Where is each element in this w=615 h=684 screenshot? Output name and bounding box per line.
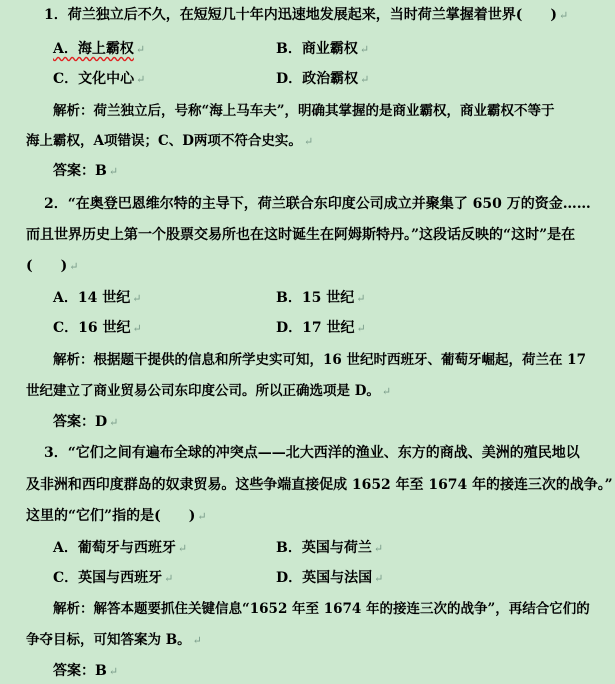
q2-stem-line3: ( ) ↵ — [26, 258, 79, 274]
q3-explanation-line2: 争夺目标，可知答案为 B。 ↵ — [26, 632, 202, 648]
q1-option-a: A．海上霸权 ↵ — [53, 41, 146, 57]
q1-explanation-line1: 解析：荷兰独立后，号称“海上马车夫”，明确其掌握的是商业霸权，商业霸权不等于 — [53, 103, 555, 119]
q3-option-c: C．英国与西班牙 ↵ — [53, 570, 174, 586]
q3-answer: 答案：B ↵ — [53, 663, 119, 679]
q3-option-a: A．葡萄牙与西班牙 ↵ — [53, 540, 188, 556]
q2-option-b: B．15 世纪 ↵ — [276, 290, 366, 306]
q2-option-d: D．17 世纪 ↵ — [276, 320, 366, 336]
q2-option-a: A．14 世纪 ↵ — [53, 290, 142, 306]
q3-stem-line3: 这里的“它们”指的是( ) ↵ — [26, 508, 207, 524]
q1-answer: 答案：B ↵ — [53, 163, 119, 179]
q1-option-c: C．文化中心 ↵ — [53, 71, 146, 87]
q1-option-b: B．商业霸权 ↵ — [276, 41, 370, 57]
q3-stem-line2: 及非洲和西印度群岛的奴隶贸易。这些争端直接促成 1652 年至 1674 年的接连三次的战争。” — [26, 477, 613, 493]
q2-stem-line2: 而且世界历史上第一个股票交易所也在这时诞生在阿姆斯特丹。”这段话反映的“这时”是在 — [26, 227, 576, 243]
q2-explanation-line1: 解析：根据题干提供的信息和所学史实可知，16 世纪时西班牙、葡萄牙崛起，荷兰在 17 — [53, 352, 586, 368]
q2-answer: 答案：D ↵ — [53, 414, 119, 430]
q2-explanation-line2: 世纪建立了商业贸易公司东印度公司。所以正确选项是 D。 ↵ — [26, 383, 392, 399]
q2-stem-line1: 2．“在奥登巴恩维尔特的主导下，荷兰联合东印度公司成立并聚集了 650 万的资金…… — [44, 196, 591, 212]
q3-explanation-line1: 解析：解答本题要抓住关键信息“1652 年至 1674 年的接连三次的战争”，再结合它们的 — [53, 601, 590, 617]
q1-stem: 1．荷兰独立后不久，在短短几十年内迅速地发展起来，当时荷兰掌握着世界( ) ↵ — [44, 7, 569, 23]
q1-option-d: D．政治霸权 ↵ — [276, 71, 370, 87]
q1-explanation-line2: 海上霸权，A项错误；C、D两项不符合史实。 ↵ — [26, 133, 314, 149]
q3-option-d: D．英国与法国 ↵ — [276, 570, 384, 586]
q3-stem-line1: 3．“它们之间有遍布全球的冲突点——北大西洋的渔业、东方的商战、美洲的殖民地以 — [44, 445, 580, 461]
q2-option-c: C．16 世纪 ↵ — [53, 320, 142, 336]
q3-option-b: B．英国与荷兰 ↵ — [276, 540, 384, 556]
